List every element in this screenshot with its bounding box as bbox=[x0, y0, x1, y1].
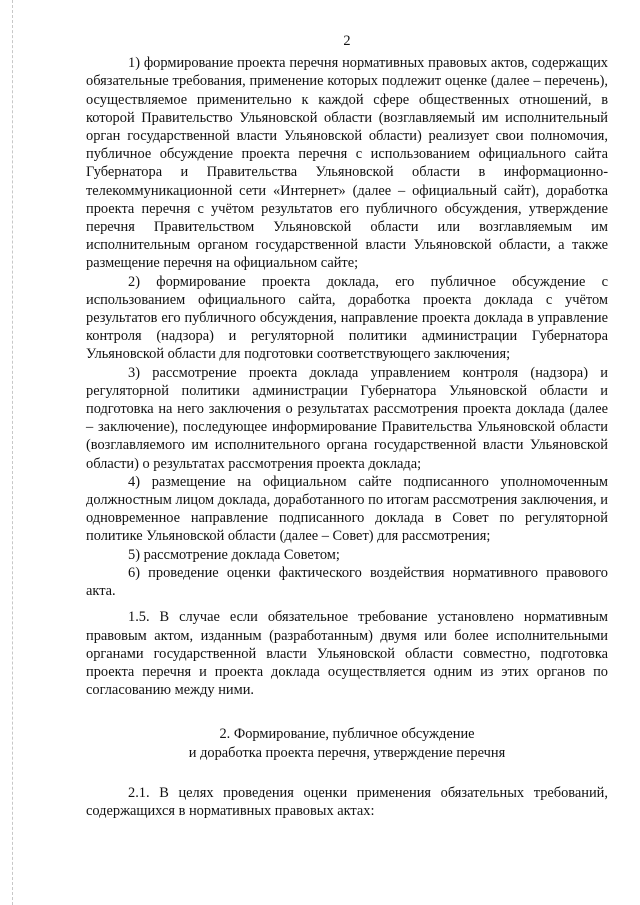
list-item-2: 2) формирование проекта доклада, его публичное обсуждение с использованием официального сайта, доработка проекта доклада с учётом результатов его публичного обсуждения, направление проекта доклада в управление контроля (надзора) и регуляторной политики администрации Губернатора Ульяновской области для подготовки соответствующего заключения; bbox=[86, 273, 608, 363]
page-number: 2 bbox=[343, 33, 351, 49]
paragraph-1-5: 1.5. В случае если обязательное требование установлено нормативным правовым актом, изданным (разработанным) двумя или более исполнительными органами государственной власти Ульяновской области совместно, подготовка проекта перечня и проекта доклада осуществляется одним из этих органов по согласованию между ними. bbox=[86, 609, 608, 699]
list-item-6: 6) проведение оценки фактического воздействия нормативного правового акта. bbox=[86, 564, 608, 600]
list-item-1: 1) формирование проекта перечня нормативных правовых актов, содержащих обязательные требования, применение которых подлежит оценке (далее – перечень), осуществляемое применительно к каждой сфере общественных отношений, в которой Правительство Ульяновской области (возглавляемый им исполнительный орган государственной власти Ульяновской области) реализует свои полномочия, публичное обсуждение проекта перечня с использованием официального сайта Губернатора и Правительства Ульяновской области в информационно-телекоммуникационной сети «Интернет» (далее – официальный сайт), доработка проекта перечня с учётом результатов его публичного обсуждения, утверждение перечня Правительством Ульяновской области или возглавляемым им исполнительным органом государственной власти Ульяновской области, а также размещение перечня на официальном сайте; bbox=[86, 55, 608, 272]
document-page bbox=[86, 32, 608, 820]
list-item-3: 3) рассмотрение проекта доклада управлением контроля (надзора) и регуляторной политики администрации Губернатора Ульяновской области и подготовка на него заключения о результатах рассмотрения проекта доклада (далее – заключение), последующее информирование Правительства Ульяновской области (возглавляемого им исполнительного органа государственной власти Ульяновской области) о результатах рассмотрения проекта доклада; bbox=[86, 364, 608, 472]
paragraph-2-1: 2.1. В целях проведения оценки применения обязательных требований, содержащихся в нормативных правовых актах: bbox=[86, 784, 608, 819]
margin-rule bbox=[12, 0, 13, 905]
section-heading bbox=[86, 725, 608, 761]
list-item-4: 4) размещение на официальном сайте подписанного уполномоченным должностным лицом доклада, доработанного по итогам рассмотрения заключения, и одновременное направление подписанного доклада в Совет по регуляторной политике Ульяновской области (далее – Совет) для рассмотрения; bbox=[86, 473, 608, 545]
section-heading-line-1: 2. Формирование, публичное обсуждение bbox=[219, 726, 475, 743]
section-heading-line-2: и доработка проекта перечня, утверждение перечня bbox=[188, 744, 506, 761]
list-item-5: 5) рассмотрение доклада Советом; bbox=[128, 546, 340, 563]
